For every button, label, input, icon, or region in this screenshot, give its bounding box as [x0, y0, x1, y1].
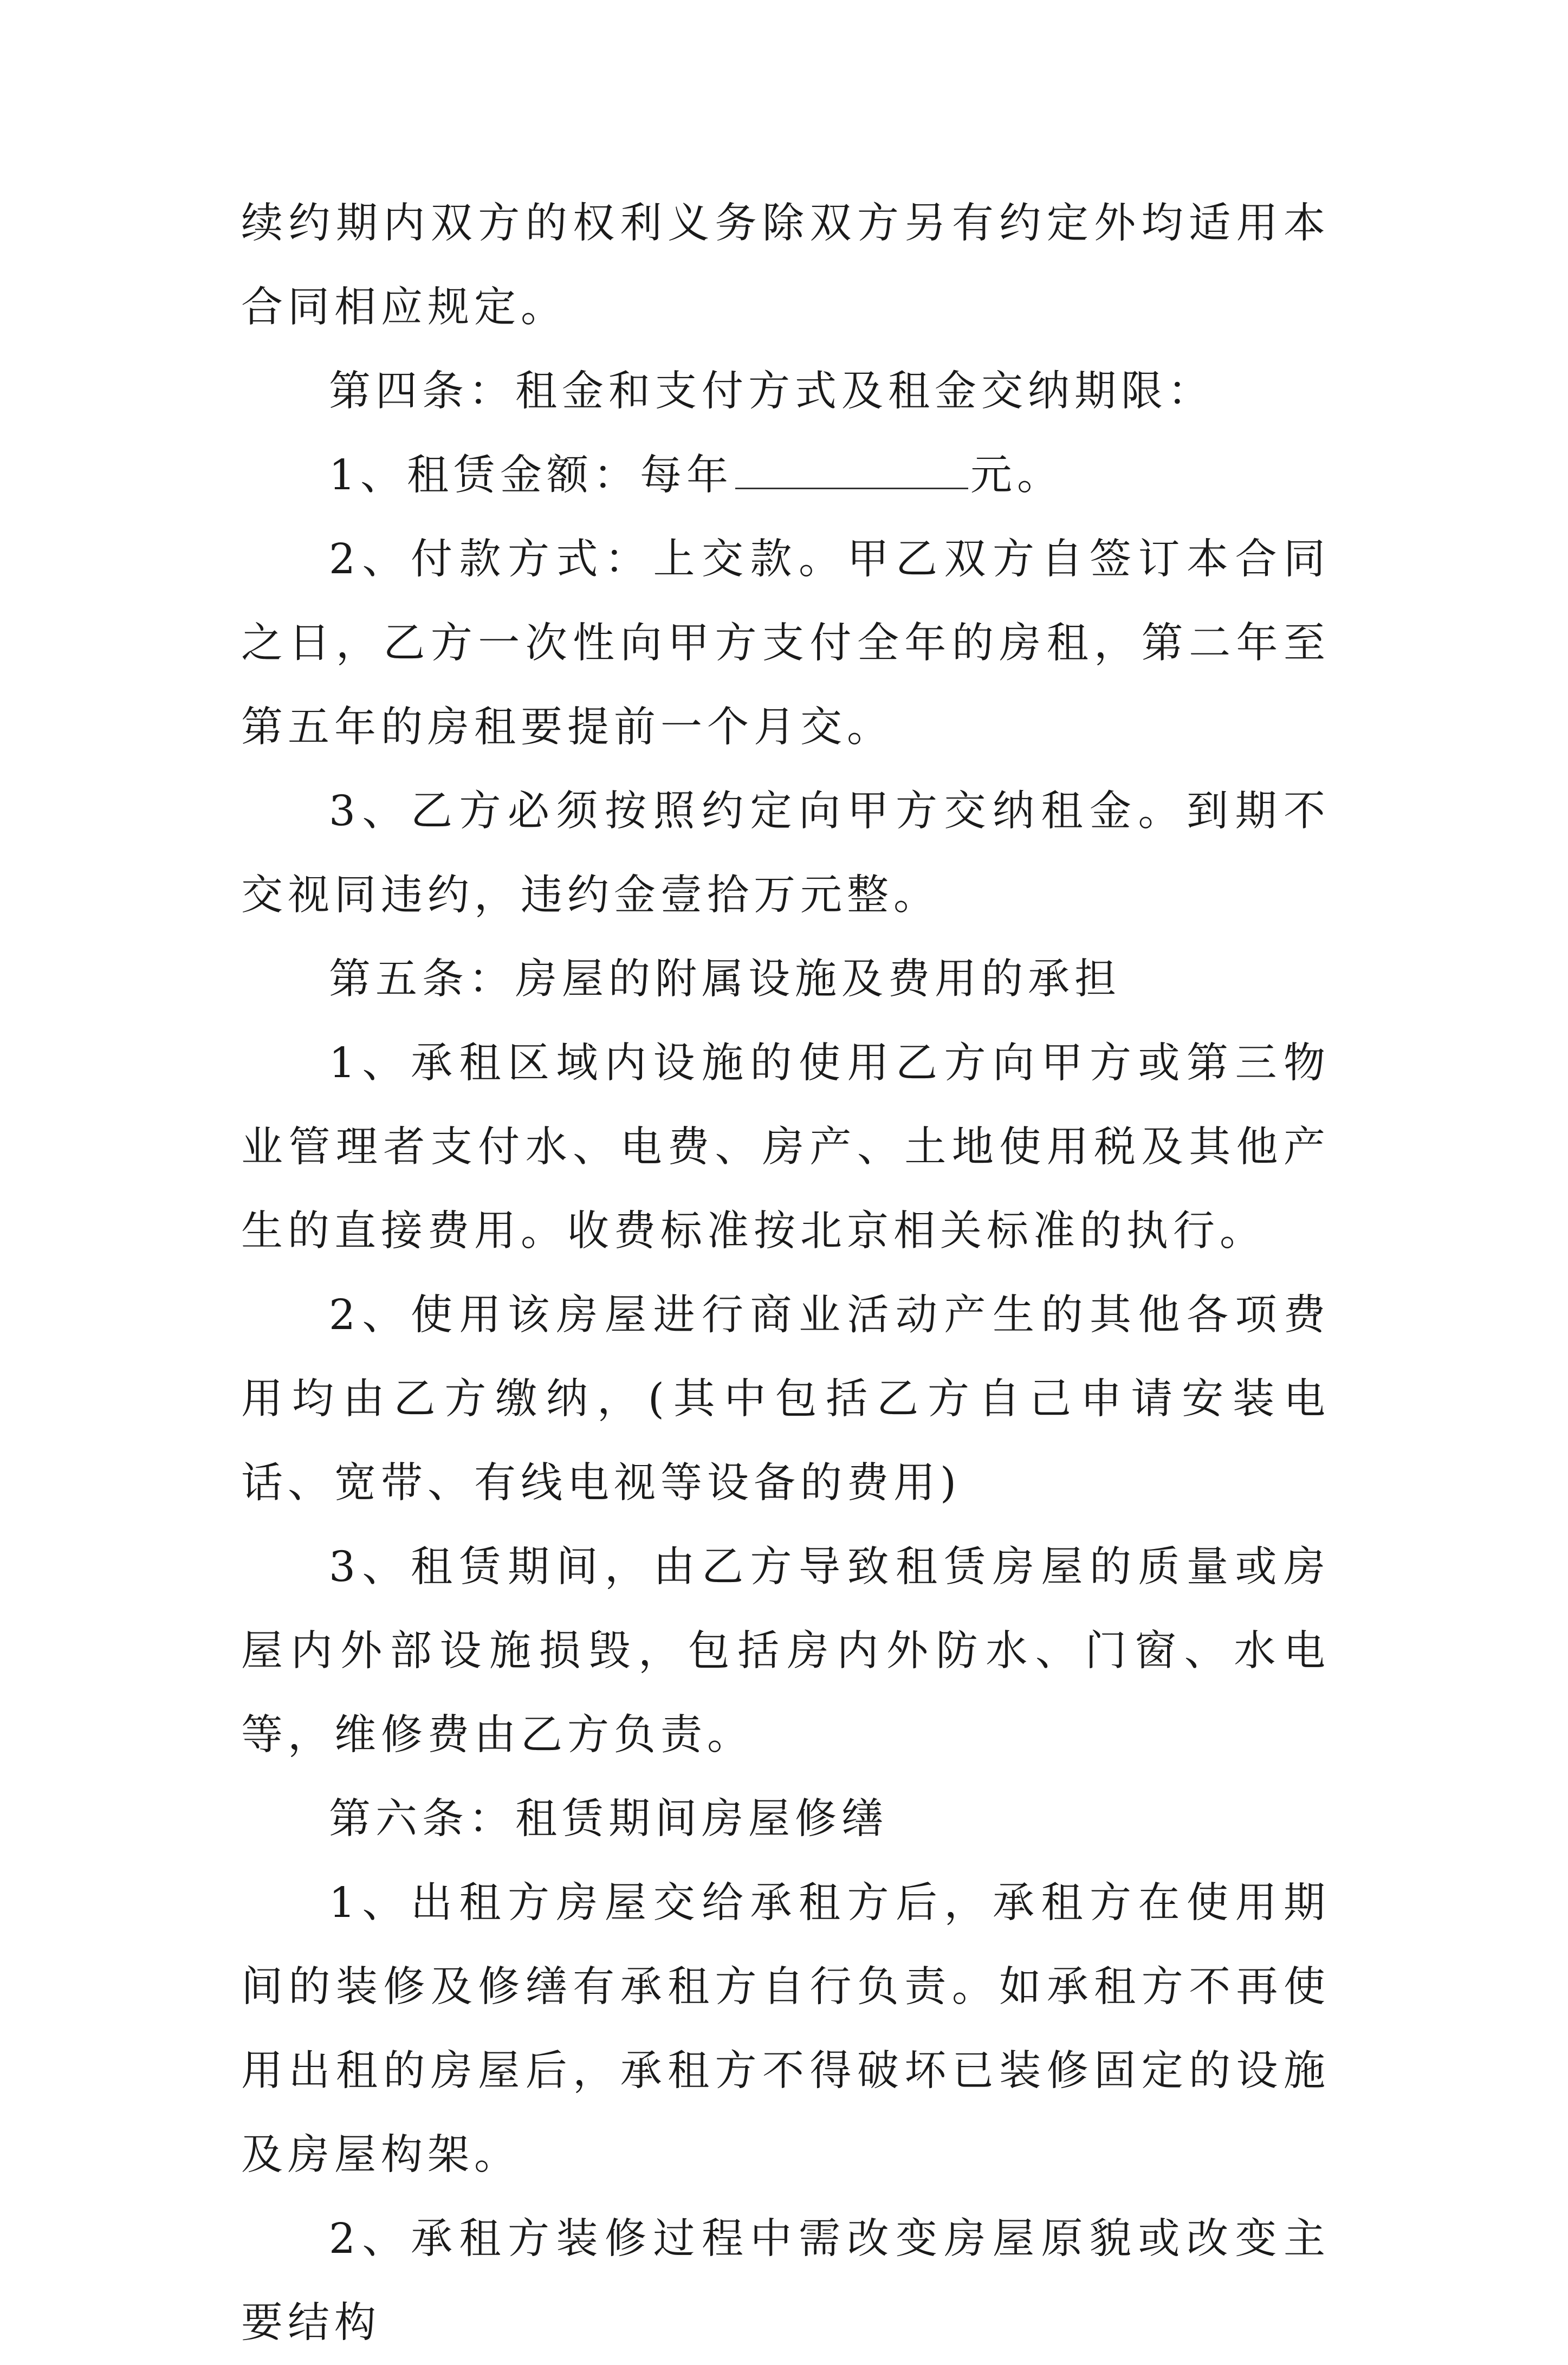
rent-amount-label: 1、租赁金额：每年 — [329, 451, 733, 500]
article-5-heading: 第五条：房屋的附属设施及费用的承担 — [329, 955, 1121, 1003]
business-fees-paragraph: 2、使用该房屋进行商业活动产生的其他各项费用均由乙方缴纳，(其中包括乙方自己申请安装电话、宽带、有线电视等设备的费用) — [241, 1291, 1330, 1507]
damage-repair-paragraph: 3、租赁期间，由乙方导致租赁房屋的质量或房屋内外部设施损毁，包括房内外防水、门窗、水电等，维修费由乙方负责。 — [241, 1543, 1330, 1759]
article-4-heading: 第四条：租金和支付方式及租金交纳期限： — [329, 367, 1214, 416]
paragraph-renewal-terms: 续约期内双方的权利义务除双方另有约定外均适用本合同相应规定。 — [241, 199, 1330, 332]
payment-obligation-paragraph: 3、乙方必须按照约定向甲方交纳租金。到期不交视同违约，违约金壹拾万元整。 — [241, 787, 1330, 919]
facility-fees-paragraph: 1、承租区域内设施的使用乙方向甲方或第三物业管理者支付水、电费、房产、土地使用税及其他产生的直接费用。收费标准按北京相关标准的执行。 — [241, 1039, 1330, 1255]
article-6-heading: 第六条：租赁期间房屋修缮 — [329, 1795, 888, 1843]
payment-method-paragraph: 2、付款方式：上交款。甲乙双方自签订本合同之日，乙方一次性向甲方支付全年的房租，第二年至第五年的房租要提前一个月交。 — [241, 535, 1330, 751]
rent-amount-unit: 元。 — [970, 451, 1064, 500]
document-body — [241, 182, 1330, 2365]
rent-amount-paragraph — [241, 433, 1330, 517]
structure-change-paragraph: 2、承租方装修过程中需改变房屋原貌或改变主要结构 — [241, 2215, 1330, 2347]
rent-amount-blank — [735, 450, 968, 489]
renovation-paragraph: 1、出租方房屋交给承租方后，承租方在使用期间的装修及修缮有承租方自行负责。如承租方不再使用出租的房屋后，承租方不得破坏已装修固定的设施及房屋构架。 — [241, 1879, 1330, 2179]
